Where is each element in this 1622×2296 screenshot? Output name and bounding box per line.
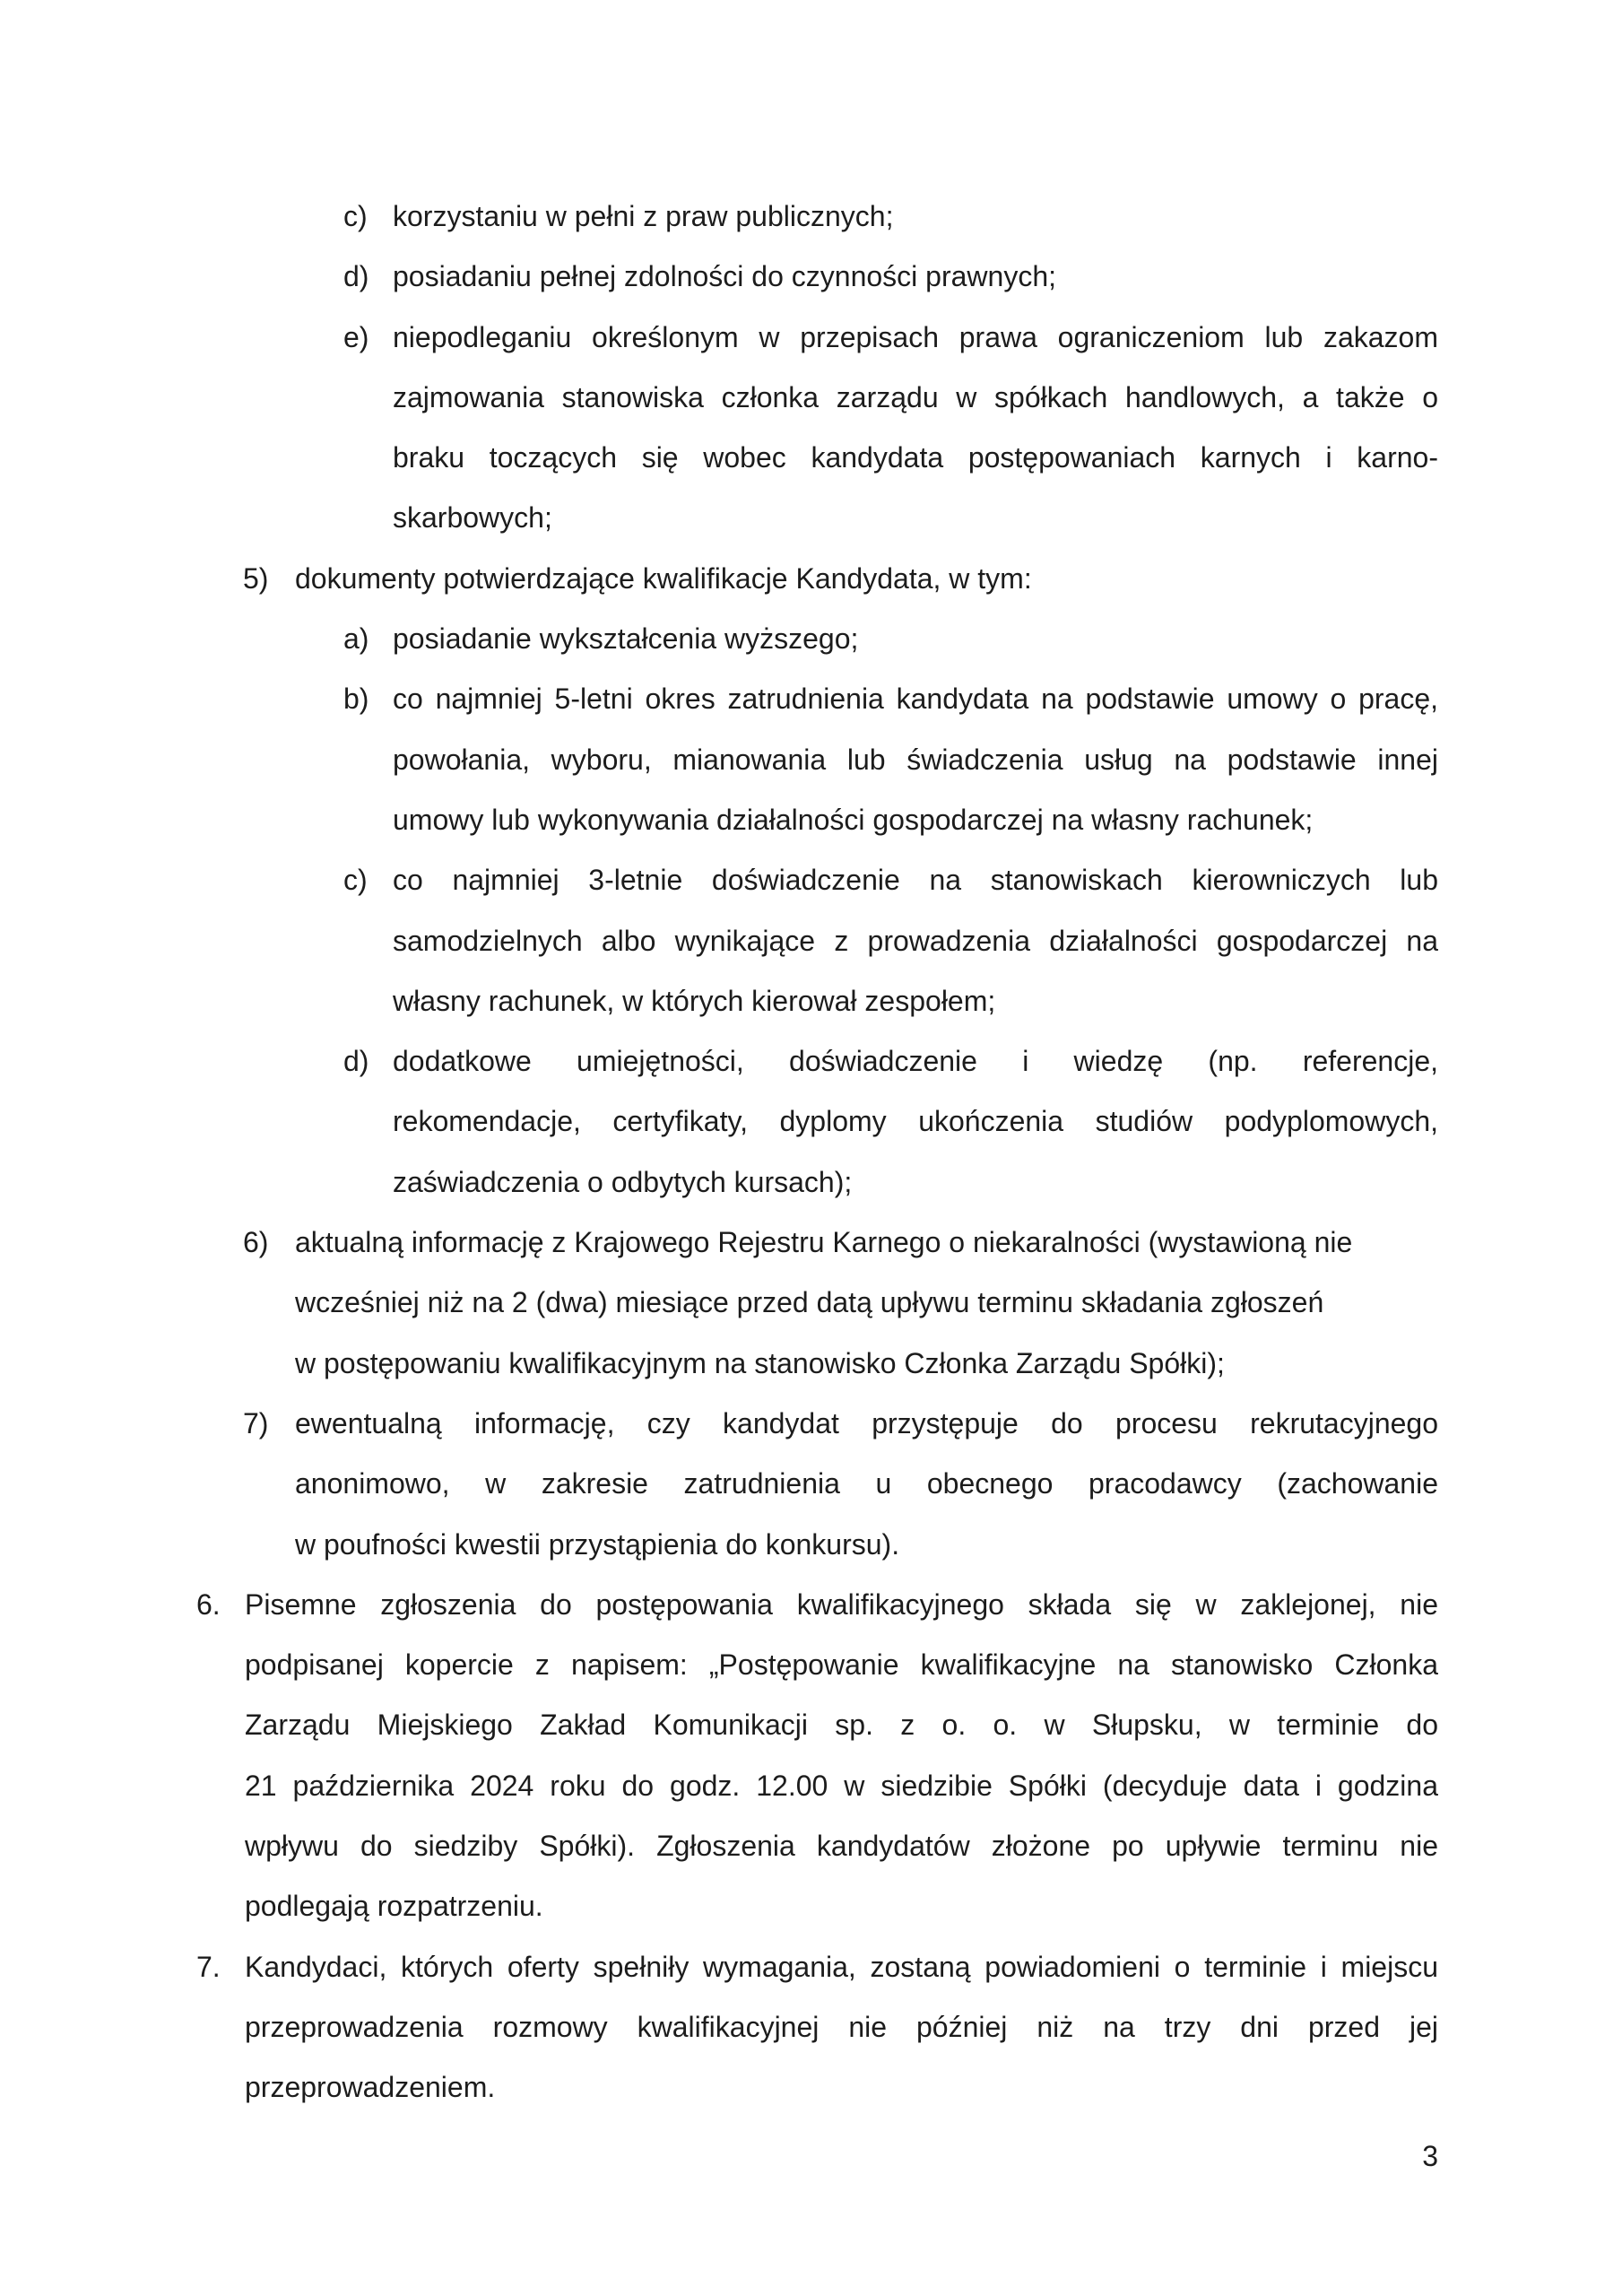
text-line: podlegają rozpatrzeniu. xyxy=(245,1890,543,1923)
text-line: ewentualną informację, czy kandydat przystępuje do procesu rekrutacyjnego xyxy=(295,1406,1438,1439)
text-line: skarbowych; xyxy=(393,501,552,535)
page-number: 3 xyxy=(1422,2140,1438,2172)
text-line: przeprowadzeniem. xyxy=(245,2071,496,2104)
sub-item-text xyxy=(393,609,1438,669)
text-line: powołania, wyboru, mianowania lub świadczenia usług na podstawie innej xyxy=(393,743,1438,776)
sub-item-text xyxy=(393,850,1438,1031)
section-item-text xyxy=(245,1937,1438,2118)
sub-item xyxy=(0,850,1622,1031)
sub-item-text xyxy=(393,247,1438,307)
sub-item xyxy=(0,247,1622,307)
text-line: zaświadczenia o odbytych kursach); xyxy=(393,1165,853,1198)
text-line: korzystaniu w pełni z praw publicznych; xyxy=(393,200,894,232)
sub-item xyxy=(0,308,1622,549)
section-item xyxy=(0,1575,1622,1937)
numbered-item xyxy=(0,549,1622,609)
document-body xyxy=(0,187,1622,2118)
text-line: w postępowaniu kwalifikacyjnym na stanowisko Członka Zarządu Spółki); xyxy=(295,1346,1225,1379)
text-line: rekomendacje, certyfikaty, dyplomy ukończenia studiów podyplomowych, xyxy=(393,1105,1438,1138)
text-line: co najmniej 3-letnie doświadczenie na stanowiskach kierowniczych lub xyxy=(393,864,1438,897)
text-line: Kandydaci, których oferty spełniły wymagania, zostaną powiadomieni o terminie i miejscu xyxy=(245,1950,1438,1983)
text-line: Zarządu Miejskiego Zakład Komunikacji sp. z o. o. w Słupsku, w terminie do xyxy=(245,1709,1438,1742)
text-line: co najmniej 5-letni okres zatrudnienia kandydata na podstawie umowy o pracę, xyxy=(393,683,1438,716)
sub-item xyxy=(0,187,1622,247)
sub-item xyxy=(0,1031,1622,1213)
text-line: w poufności kwestii przystąpienia do konkursu). xyxy=(295,1527,900,1561)
numbered-item-text xyxy=(295,549,1438,609)
section-item-label: 7. xyxy=(196,1950,221,1983)
sub-item-text xyxy=(393,308,1438,549)
text-line: niepodleganiu określonym w przepisach prawa ograniczeniom lub zakazom xyxy=(393,320,1438,353)
sub-item-label: d) xyxy=(343,1045,369,1078)
text-line: Pisemne zgłoszenia do postępowania kwalifikacyjnego składa się w zaklejonej, nie xyxy=(245,1587,1438,1621)
text-line: samodzielnych albo wynikające z prowadzenia działalności gospodarczej na xyxy=(393,924,1438,957)
sub-item xyxy=(0,609,1622,669)
text-line: dokumenty potwierdzające kwalifikacje Kandydata, w tym: xyxy=(295,561,1032,595)
text-line: aktualną informację z Krajowego Rejestru Karnego o niekaralności (wystawioną nie xyxy=(295,1226,1353,1259)
text-line: posiadanie wykształcenia wyższego; xyxy=(393,622,859,656)
sub-item-label: e) xyxy=(343,320,369,353)
text-line: posiadaniu pełnej zdolności do czynności prawnych; xyxy=(393,260,1056,293)
text-line: anonimowo, w zakresie zatrudnienia u obecnego pracodawcy (zachowanie xyxy=(295,1467,1438,1500)
text-line: zajmowania stanowiska członka zarządu w spółkach handlowych, a także o xyxy=(393,380,1438,413)
text-line: podpisanej kopercie z napisem: „Postępowanie kwalifikacyjne na stanowisko Członka xyxy=(245,1648,1438,1682)
text-line: umowy lub wykonywania działalności gospodarczej na własny rachunek; xyxy=(393,803,1314,836)
sub-item-label: c) xyxy=(343,200,368,232)
sub-item-label: a) xyxy=(343,622,369,656)
text-line: dodatkowe umiejętności, doświadczenie i wiedzę (np. referencje, xyxy=(393,1045,1438,1078)
numbered-item-label: 5) xyxy=(243,561,269,595)
section-item-text xyxy=(245,1575,1438,1937)
sub-item-label: b) xyxy=(343,683,369,716)
text-line: braku toczących się wobec kandydata postępowaniach karnych i karno- xyxy=(393,441,1438,474)
text-line: wpływu do siedziby Spółki). Zgłoszenia kandydatów złożone po upływie terminu nie xyxy=(245,1830,1438,1863)
section-item-label: 6. xyxy=(196,1587,221,1621)
text-line: 21 października 2024 roku do godz. 12.00 w siedzibie Spółki (decyduje data i godzina xyxy=(245,1769,1438,1802)
sub-item-text xyxy=(393,187,1438,247)
sub-item xyxy=(0,669,1622,850)
numbered-item-label: 6) xyxy=(243,1226,269,1259)
text-line: wcześniej niż na 2 (dwa) miesiące przed datą upływu terminu składania zgłoszeń xyxy=(295,1286,1324,1319)
text-line: własny rachunek, w których kierował zespołem; xyxy=(393,984,996,1017)
numbered-item-text xyxy=(295,1213,1438,1394)
sub-item-text xyxy=(393,1031,1438,1213)
sub-item-label: d) xyxy=(343,260,369,293)
sub-item-label: c) xyxy=(343,864,368,897)
text-line: przeprowadzenia rozmowy kwalifikacyjnej nie później niż na trzy dni przed jej xyxy=(245,2010,1438,2043)
numbered-item-text xyxy=(295,1394,1438,1575)
numbered-item xyxy=(0,1213,1622,1394)
numbered-item-label: 7) xyxy=(243,1406,269,1439)
section-item xyxy=(0,1937,1622,2118)
sub-item-text xyxy=(393,669,1438,850)
numbered-item xyxy=(0,1394,1622,1575)
